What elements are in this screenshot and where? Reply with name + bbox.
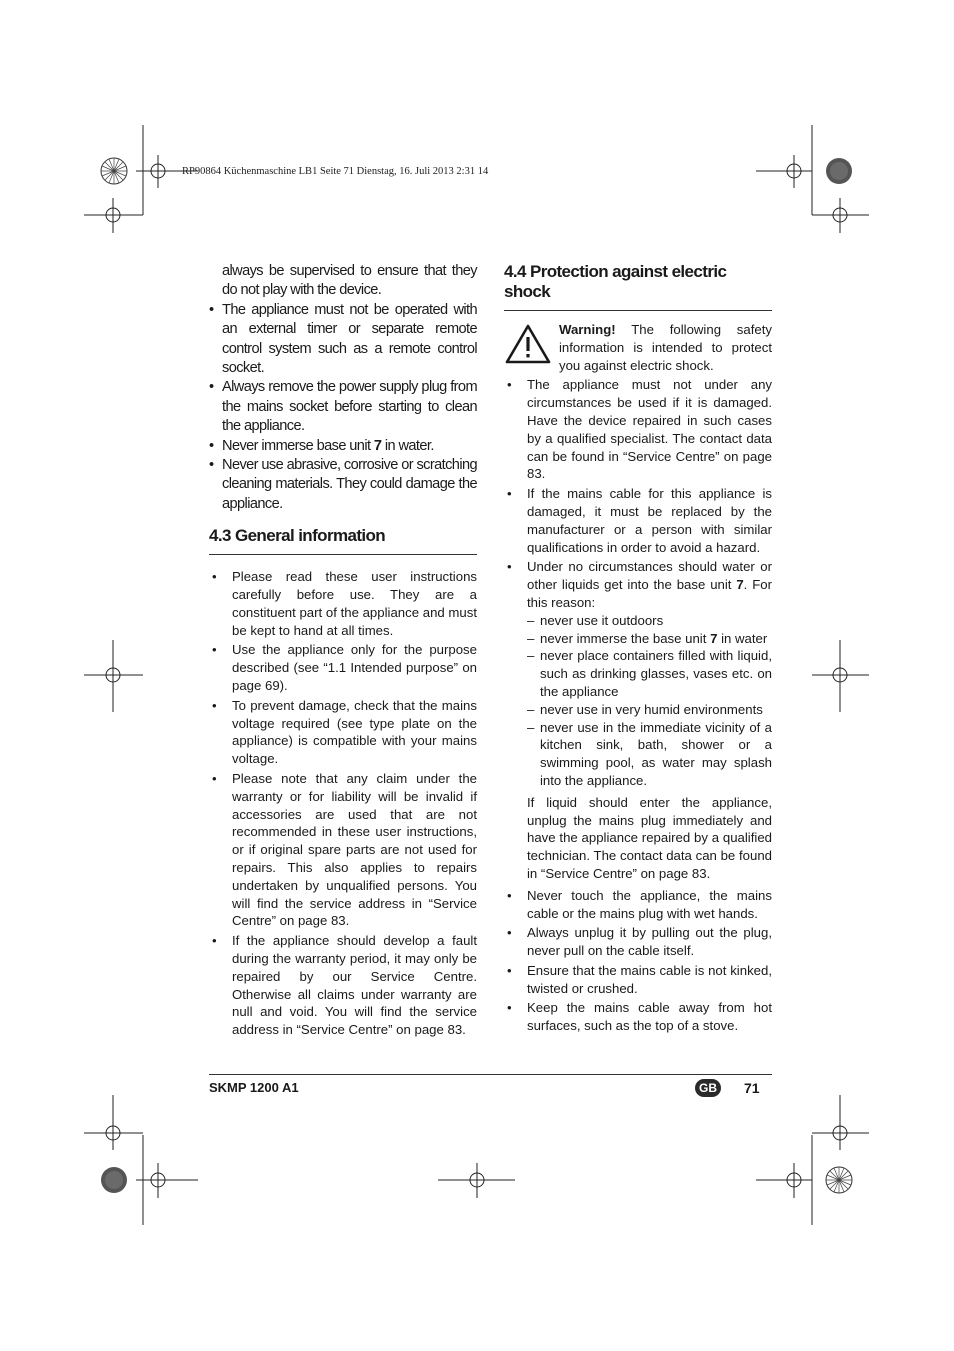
list-item: • To prevent damage, check that the mains voltage required (see type plate on the appliance) is compatible with your mains voltage. [209, 697, 477, 768]
warning-box [504, 321, 772, 374]
list-item: • If the appliance should develop a fault during the warranty period, it may only be repaired by our Service Centre. Otherwise all claims under warranty are null and void. You will find the service address in “Service Centre” on page 83. [209, 932, 477, 1039]
dash-item: – never immerse the base unit 7 in water [527, 630, 772, 648]
model-number: SKMP 1200 A1 [209, 1080, 299, 1095]
shock-list-bottom [504, 887, 772, 1035]
list-item: • Ensure that the mains cable is not kinked, twisted or crushed. [504, 962, 772, 998]
liquid-paragraph: If liquid should enter the appliance, unplug the mains plug immediately and have the appliance repaired by a qualified technician. The contact data can be found in “Service Centre” on page 83. [527, 794, 772, 881]
general-info [209, 568, 477, 1039]
list-item: • Never use abrasive, corrosive or scratching cleaning materials. They could damage the appliance. [209, 456, 477, 514]
list-item: • Please read these user instructions carefully before use. They are a constituent part of the appliance and must be kept to hand at all times. [209, 568, 477, 639]
list-item: • If the mains cable for this appliance is damaged, it must be replaced by the manufacturer or a person with similar qualifications in order to avoid a hazard. [504, 485, 772, 556]
section-title-general: 4.3 General information [209, 526, 477, 555]
list-item: • Never touch the appliance, the mains cable or the mains plug with wet hands. [504, 887, 772, 923]
safety-bullets [209, 262, 477, 514]
part-number: 7 [736, 577, 744, 593]
list-item: • Always unplug it by pulling out the plug, never pull on the cable itself. [504, 924, 772, 960]
list-item: • Never immerse base unit 7 in water. [209, 437, 477, 456]
warning-triangle-icon [504, 323, 552, 365]
right-column [504, 262, 772, 1037]
dash-item: – never use it outdoors [527, 612, 772, 630]
warning-label: Warning! [559, 322, 616, 337]
section-title-electric-shock: 4.4 Protection against electric shock [504, 262, 772, 311]
page-number: 71 [744, 1080, 760, 1096]
safety-list [209, 301, 477, 514]
water-dash-list [527, 612, 772, 790]
shock-list [504, 376, 772, 789]
warning-text: Warning! The following safety information is intended to protect you against electric shock. [559, 322, 772, 373]
list-item: • Always remove the power supply plug from the mains socket before starting to clean the appliance. [209, 378, 477, 436]
continuation-text: always be supervised to ensure that they do not play with the device. [222, 263, 477, 299]
dash-item: – never use in very humid environments [527, 701, 772, 719]
list-item [504, 558, 772, 789]
language-badge: GB [695, 1079, 721, 1097]
list-item: • The appliance must not under any circumstances be used if it is damaged. Have the device repaired in such cases by a qualified specialist. The contact data can be found in “Service Centre” on page 83. [504, 376, 772, 483]
electric-shock-info [504, 321, 772, 1035]
list-item: • The appliance must not be operated with an external timer or separate remote control system such as a remote control socket. [209, 301, 477, 379]
print-slug: RP90864 Küchenmaschine LB1 Seite 71 Dienstag, 16. Juli 2013 2:31 14 [182, 166, 489, 177]
part-number: 7 [373, 437, 382, 454]
dash-item: – never use in the immediate vicinity of a kitchen sink, bath, shower or a swimming pool, as water may splash into the appliance. [527, 719, 772, 790]
left-column [209, 262, 477, 1041]
dash-item: – never place containers filled with liquid, such as drinking glasses, vases etc. on the appliance [527, 647, 772, 700]
list-item: • Keep the mains cable away from hot surfaces, such as the top of a stove. [504, 999, 772, 1035]
part-number: 7 [710, 630, 718, 646]
general-list [209, 568, 477, 1039]
list-item: • Use the appliance only for the purpose described (see “1.1 Intended purpose” on page 69). [209, 641, 477, 694]
water-intro: • Under no circumstances should water or other liquids get into the base unit 7. For this reason: [527, 559, 772, 610]
page-footer [209, 1074, 772, 1096]
list-item: • Please note that any claim under the warranty or for liability will be invalid if accessories are used that are not recommended in these user instructions, or if original spare parts are not used for repairs. This also applies to repairs undertaken by unqualified persons. You will find the service address in “Service Centre” on page 83. [209, 770, 477, 930]
